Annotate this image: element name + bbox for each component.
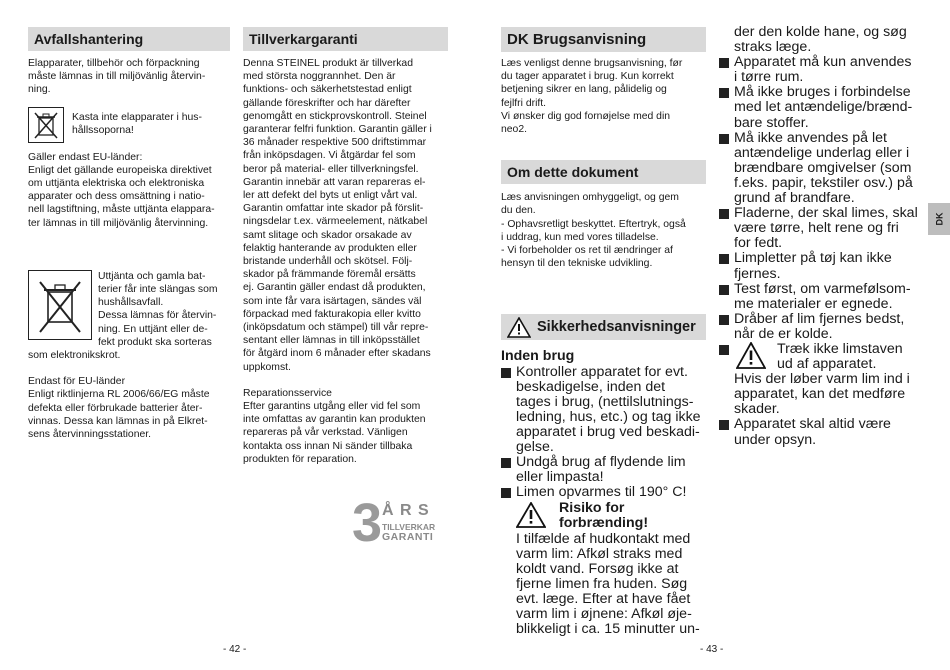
bullet-item: Kontroller apparatet for evt. beskadigelse, inden det tages i brug, (nettilslutnings- ledning, hus, etc.) og tag ikke apparatet i brug ved beskadi- gelse. xyxy=(501,365,706,456)
warn-bullet xyxy=(719,342,924,372)
dk-tab-label: DK xyxy=(934,212,944,226)
eu-text: Enligt det gällande europeiska direktivet om uttjänta elektriska och elektroniska apparater och dess omsättning i natio- nell lagstiftning, måste uttjänta elappara- ter lämnas in till miljövänlig återvinning. xyxy=(28,164,215,229)
battery-note: Uttjänta och gamla bat- terier får inte slängas som hushållsavfall. Dessa lämnas för återvin- ning. En uttjänt eller de- fekt produkt ska sorteras xyxy=(98,270,218,348)
logo-line2: GARANTI xyxy=(382,531,434,543)
bullet-item: Undgå brug af flydende lim eller limpasta! xyxy=(501,455,706,485)
sikkerhed-heading xyxy=(501,314,706,340)
continuation-text: der den kolde hane, og søg straks læge. xyxy=(734,24,907,56)
risk-text: I tilfælde af hudkontakt med varm lim: Afkøl straks med koldt vand. Forsøg ikke at fjerne limen fra huden. Søg evt. læge. Efter at have fået varm lim i øjnene: Afkøl øje- blikkeligt i ca. 15 minutter un- xyxy=(516,530,700,638)
inden-brug-heading: Inden brug xyxy=(501,348,575,365)
risk-row xyxy=(501,501,706,531)
eu2-text: Enligt riktlinjerna RL 2006/66/EG måste defekta eller förbrukade batterier åter- vinnas. Dessa kan lämnas in på Elkret- sens återvinningsstationer. xyxy=(28,389,210,441)
dokument-item: - Vi forbeholder os ret til ændringer af hensyn til den tekniske udvikling. xyxy=(501,245,673,270)
dk-language-tab xyxy=(928,203,950,235)
bullet-item: Apparatet må kun anvendes i tørre rum. xyxy=(719,55,924,85)
avfall-heading: Avfallshantering xyxy=(28,27,230,51)
sikkerhed-heading-text: Sikkerhedsanvisninger xyxy=(537,319,696,336)
bullet-item: Test først, om varmefølsom- me materialer er egnede. xyxy=(719,282,924,312)
dokument-item: - Ophavsretligt beskyttet. Eftertryk, også i uddrag, kun med vores tilladelse. xyxy=(501,218,686,243)
warranty-logo xyxy=(352,493,452,553)
warn-line-1: Træk ikke limstaven xyxy=(777,340,903,357)
bullet-item: Limpletter på tøj kan ikke fjernes. xyxy=(719,251,924,281)
warn-rest: Hvis der løber varm lim ind i apparatet, kan det medføre skader. xyxy=(734,371,910,418)
page-number-right: - 43 - xyxy=(700,644,724,655)
repair-heading: Reparationsservice xyxy=(243,387,332,399)
garanti-column xyxy=(243,27,448,466)
bullet-item: Limen opvarmes til 190° C! xyxy=(501,485,706,500)
garanti-heading: Tillverkargaranti xyxy=(243,27,448,51)
dk-column-2 xyxy=(719,25,924,448)
logo-number: 3 xyxy=(352,493,383,553)
warn-line-2: ud af apparatet. xyxy=(777,356,877,373)
risk-title: Risiko for forbrænding! xyxy=(559,500,649,532)
repair-text: Efter garantins utgång eller vid fel som inte omfattas av garantin kan produkten repareras på vår verkstad. Vänligen kontakta oss innan Ni sänder tillbaka produkten för reparation. xyxy=(243,401,426,465)
brugsanvisning-body: Læs venligst denne brugsanvisning, før du tager apparatet i brug. Kun korrekt betjening sikrer en lang, pålidelig og fejlfri drift. Vi ønsker dig god fornøjelse med din neo2. xyxy=(501,58,683,136)
dk-column-1 xyxy=(501,27,706,637)
eu2-heading: Endast för EU-länder xyxy=(28,376,126,388)
dokument-heading: Om dette dokument xyxy=(501,160,706,184)
battery-row xyxy=(28,270,230,349)
garanti-body: Denna STEINEL produkt är tillverkad med största noggrannhet. Den är funktions- och säkerhetstestad enligt gällande föreskrifter och har därefter genomgått en stickprovskontroll. Steinel garanterar felfri funktion. Garantin gäller i 36 månader respektive 500 driftstimmar från inköpsdagen. Vi åtgärdar fel som beror på material- eller tillverkningsfel. Garantin innebär att varan repareras el- ler att defekt del byts ut enligt vårt val. Garantin omfattar inte skador på förslit- ningsdelar t.ex. värmeelement, nätkabel samt slitage och skador orsakade av felaktig hanterande av produkten eller bristande underhåll och skötsel. Följ- skador på främmande föremål ersätts ej. Garantin gäller endast då produkten, som inte får vara isärtagen, sändes väl förpackad med fakturakopia eller kvitto (inköpsdatum och stämpel) till vår repre- sentant eller lämnas in till inköpsstället för åtgärd inom 6 månader efter skadans uppkomst. xyxy=(243,58,432,373)
logo-line1: TILLVERKAR xyxy=(382,522,436,532)
eu-heading: Gäller endast EU-länder: xyxy=(28,151,143,163)
bullet-item: Må ikke bruges i forbindelse med let antændelige/brænd- bare stoffer. xyxy=(719,85,924,130)
warning-icon xyxy=(736,342,766,369)
avfall-intro: Elapparater, tillbehör och förpackning måste lämnas in till miljövänlig återvin- ning. xyxy=(28,58,206,96)
logo-word: Å R S xyxy=(382,502,430,519)
warning-icon xyxy=(516,502,546,528)
bullet-item: Apparatet skal altid være under opsyn. xyxy=(719,417,924,447)
crossed-bin-icon xyxy=(28,107,64,143)
bin-note: Kasta inte elapparater i hus- hållssoporna! xyxy=(72,111,202,136)
bullet-item: Dråber af lim fjernes bedst, når de er kolde. xyxy=(719,312,924,342)
bullet-item: Må ikke anvendes på let antændelige underlag eller i brændbare omgivelser (som f.eks. papir, tekstiler osv.) på grund af brandfare. xyxy=(719,131,924,206)
dokument-body: Læs anvisningen omhyggeligt, og gem du den. xyxy=(501,192,679,217)
bin-row xyxy=(28,107,230,143)
page-number-left: - 42 - xyxy=(223,644,247,655)
bullet-item: Fladerne, der skal limes, skal være tørre, helt rene og fri for fedt. xyxy=(719,206,924,251)
avfall-column xyxy=(28,27,230,441)
crossed-battery-bin-icon xyxy=(28,270,92,340)
brugsanvisning-heading: DK Brugsanvisning xyxy=(501,27,706,52)
warning-icon xyxy=(507,317,531,338)
battery-note-tail: som elektronikskrot. xyxy=(28,350,121,362)
